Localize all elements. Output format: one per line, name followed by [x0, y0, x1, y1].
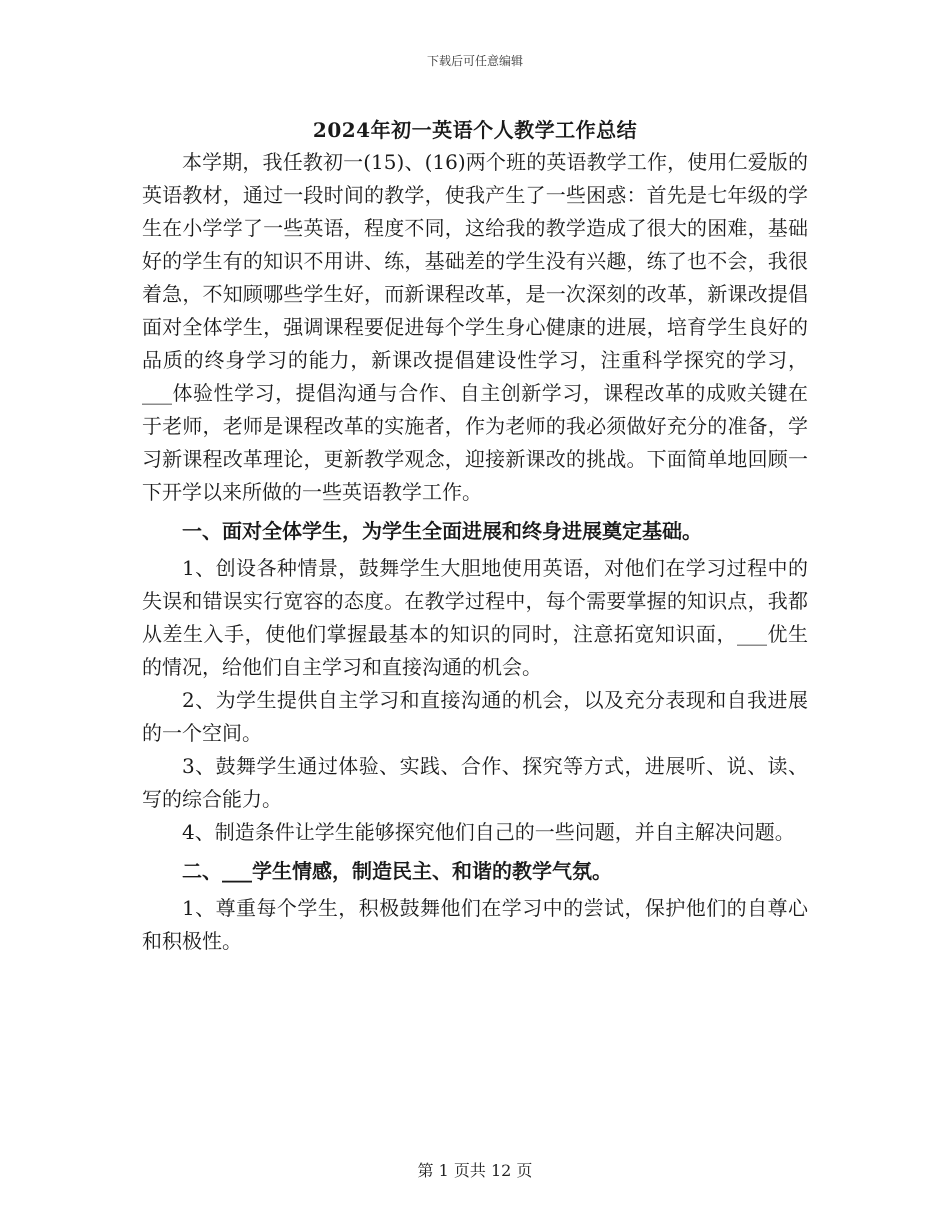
section-2-item-1: 1、尊重每个学生，积极鼓舞他们在学习中的尝试，保护他们的自尊心和积极性。 [142, 896, 808, 953]
section-1-item-1: 1、创设各种情景，鼓舞学生大胆地使用英语，对他们在学习过程中的失误和错误实行宽容的态度。在教学过程中，每个需要掌握的知识点，我都从差生入手，使他们掌握最基本的知识的同时，注意拓宽知识面，___优生的情况，给他们自主学习和直接沟通的机会。 [142, 556, 808, 679]
section-1-item-2: 2、为学生提供自主学习和直接沟通的机会，以及充分表现和自我进展的一个空间。 [142, 688, 808, 745]
section-1-item-4: 4、制造条件让学生能够探究他们自己的一些问题，并自主解决问题。 [182, 820, 795, 844]
section-heading-2: 二、___学生情感，制造民主、和谐的教学气氛。 [182, 859, 612, 883]
page-footer: 第 1 页共 12 页 [417, 1161, 533, 1180]
section-heading-1: 一、面对全体学生，为学生全面进展和终身进展奠定基础。 [182, 519, 702, 543]
section-1-item-3: 3、鼓舞学生通过体验、实践、合作、探究等方式，进展听、说、读、写的综合能力。 [142, 754, 808, 811]
document-title: 2024年初一英语个人教学工作总结 [312, 118, 638, 142]
page-header: 下载后可任意编辑 [426, 54, 523, 68]
document-body [142, 146, 808, 958]
intro-paragraph: 本学期，我任教初一(15)、(16)两个班的英语教学工作，使用仁爱版的英语教材，通过一段时间的教学，使我产生了一些困惑：首先是七年级的学生在小学学了一些英语，程度不同，这给我的教学造成了很大的困难，基础好的学生有的知识不用讲、练，基础差的学生没有兴趣，练了也不会，我很着急，不知顾哪些学生好，而新课程改革，是一次深刻的改革，新课改提倡面对全体学生，强调课程要促进每个学生身心健康的进展，培育学生良好的品质的终身学习的能力，新课改提倡建设性学习，注重科学探究的学习，___体验性学习，提倡沟通与合作、自主创新学习，课程改革的成败关键在于老师，老师是课程改革的实施者，作为老师的我必须做好充分的准备，学习新课程改革理论，更新教学观念，迎接新课改的挑战。下面简单地回顾一下开学以来所做的一些英语教学工作。 [142, 150, 808, 504]
